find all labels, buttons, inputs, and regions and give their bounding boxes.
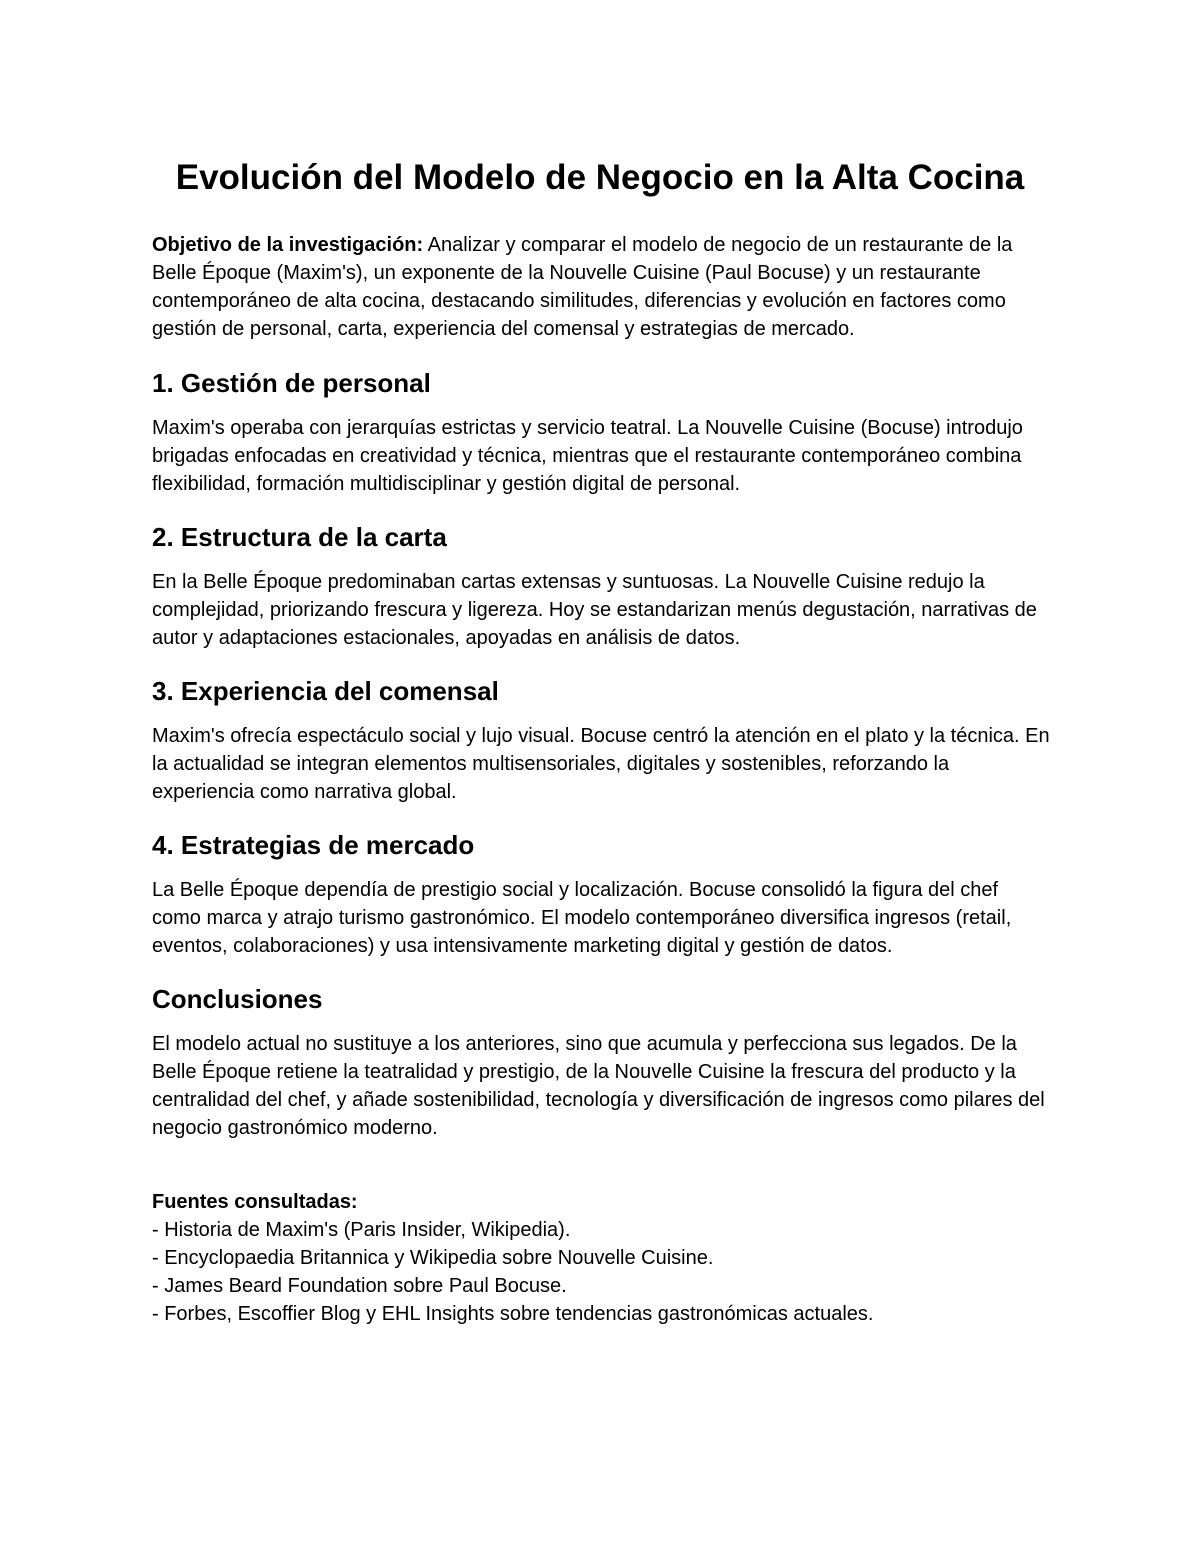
section-heading-carta: 2. Estructura de la carta — [152, 522, 447, 552]
source-item: - Forbes, Escoffier Blog y EHL Insights sobre tendencias gastronómicas actuales. — [152, 1303, 874, 1325]
section-heading-personal: 1. Gestión de personal — [152, 368, 431, 398]
section-body-experiencia: Maxim's ofrecía espectáculo social y lujo visual. Bocuse centró la atención en el plato y la técnica. En la actualidad se integran elementos multisensoriales, digitales y sostenibles, reforzando la experiencia como narrativa global. — [152, 725, 1050, 803]
sources-list — [152, 1216, 1052, 1328]
section-body-personal: Maxim's operaba con jerarquías estrictas y servicio teatral. La Nouvelle Cuisine (Bocuse) introdujo brigadas enfocadas en creatividad y técnica, mientras que el restaurante contemporáneo combina flexibilidad, formación multidisciplinar y gestión digital de personal. — [152, 417, 1023, 495]
sources-block — [152, 1188, 1052, 1328]
objective-text: Analizar y comparar el modelo de negocio de un restaurante de la Belle Époque (Maxim's), un exponente de la Nouvelle Cuisine (Paul Bocuse) y un restaurante contemporáneo de alta cocina, destacando similitudes, diferencias y evolución en factores como gestión de personal, carta, experiencia del comensal y estrategias de mercado. — [152, 234, 1013, 340]
section-body-carta: En la Belle Époque predominaban cartas extensas y suntuosas. La Nouvelle Cuisine redujo la complejidad, priorizando frescura y ligereza. Hoy se estandarizan menús degustación, narrativas de autor y adaptaciones estacionales, apoyadas en análisis de datos. — [152, 571, 1037, 649]
document-title: Evolución del Modelo de Negocio en la Alta Cocina — [175, 158, 1025, 197]
source-item: - Historia de Maxim's (Paris Insider, Wikipedia). — [152, 1219, 571, 1241]
document-page — [152, 150, 1052, 1328]
objective-label: Objetivo de la investigación: — [152, 234, 424, 256]
objective-paragraph — [152, 231, 1052, 343]
source-item: - James Beard Foundation sobre Paul Bocuse. — [152, 1275, 567, 1297]
source-item: - Encyclopaedia Britannica y Wikipedia sobre Nouvelle Cuisine. — [152, 1247, 714, 1269]
section-heading-estrategias: 4. Estrategias de mercado — [152, 830, 475, 860]
section-body-estrategias: La Belle Époque dependía de prestigio social y localización. Bocuse consolidó la figura del chef como marca y atrajo turismo gastronómico. El modelo contemporáneo diversifica ingresos (retail, eventos, colaboraciones) y usa intensivamente marketing digital y gestión de datos. — [152, 879, 1012, 957]
conclusions-body: El modelo actual no sustituye a los anteriores, sino que acumula y perfecciona sus legados. De la Belle Époque retiene la teatralidad y prestigio, de la Nouvelle Cuisine la frescura del producto y la centralidad del chef, y añade sostenibilidad, tecnología y diversificación de ingresos como pilares del negocio gastronómico moderno. — [152, 1033, 1045, 1139]
conclusions-heading: Conclusiones — [152, 984, 323, 1014]
sources-title: Fuentes consultadas: — [152, 1191, 358, 1213]
section-heading-experiencia: 3. Experiencia del comensal — [152, 676, 499, 706]
